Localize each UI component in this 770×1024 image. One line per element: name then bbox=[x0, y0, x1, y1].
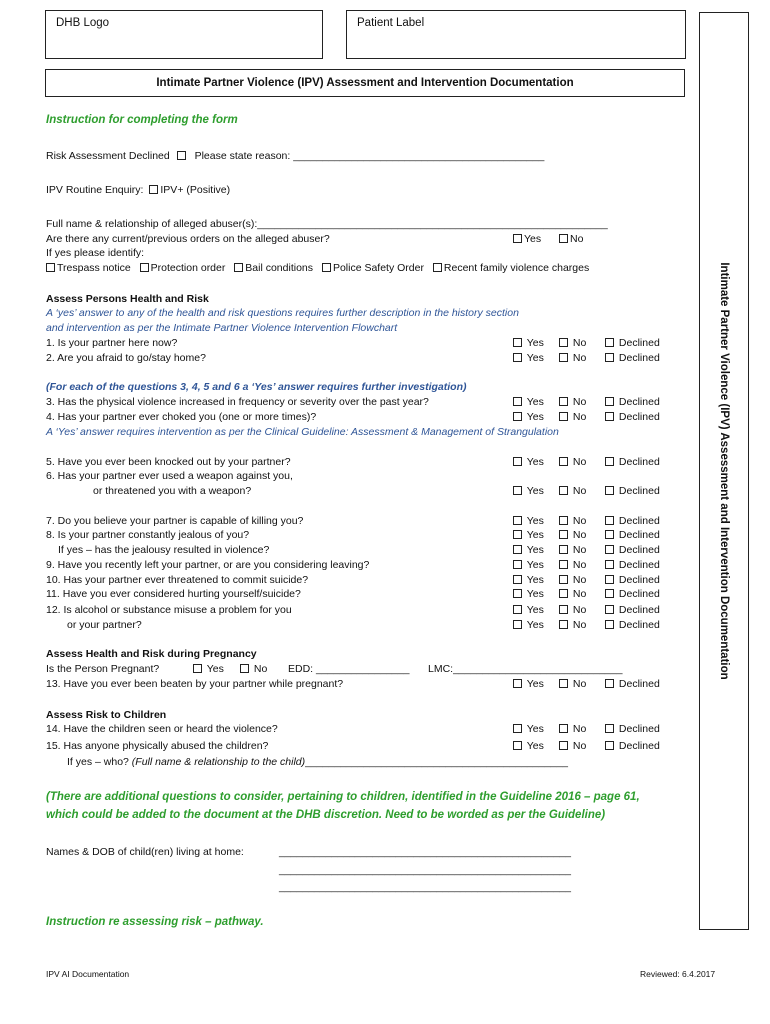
q9-yes-option[interactable] bbox=[513, 559, 544, 571]
q4-declined-option[interactable] bbox=[605, 411, 660, 423]
q5-yes-option[interactable] bbox=[513, 456, 544, 468]
q1-declined-option[interactable] bbox=[605, 337, 660, 349]
q10-no-option[interactable] bbox=[559, 574, 586, 586]
orders-no[interactable]: No bbox=[559, 233, 583, 245]
q9-no-checkbox[interactable] bbox=[559, 560, 568, 569]
pregnancy-heading: Assess Health and Risk during Pregnancy bbox=[46, 648, 257, 660]
q4-no-option[interactable] bbox=[559, 411, 586, 423]
q12a-no-option[interactable] bbox=[559, 604, 586, 616]
patient-label: Patient Label bbox=[357, 17, 425, 29]
declined-label: Declined bbox=[618, 352, 660, 364]
yes-label: Yes bbox=[526, 515, 544, 527]
declined-label: Declined bbox=[618, 588, 660, 600]
no-label: No bbox=[572, 411, 587, 423]
footer-right: Reviewed: 6.4.2017 bbox=[640, 969, 716, 979]
yes-label: Yes bbox=[526, 529, 544, 541]
question-2: 2. Are you afraid to go/stay home? bbox=[46, 352, 206, 364]
pregnant-label: Is the Person Pregnant? bbox=[46, 663, 160, 675]
q2-yes-option[interactable] bbox=[513, 352, 544, 364]
q2-yes-checkbox[interactable] bbox=[513, 353, 522, 362]
q15-yes-checkbox[interactable] bbox=[513, 741, 522, 750]
q6-declined-checkbox[interactable] bbox=[605, 486, 614, 495]
question-1: 1. Is your partner here now? bbox=[46, 337, 178, 349]
no-label: No bbox=[572, 352, 587, 364]
q6-yes-checkbox[interactable] bbox=[513, 486, 522, 495]
order-recent-charges[interactable]: Recent family violence charges bbox=[433, 262, 589, 274]
footer-left: IPV AI Documentation bbox=[46, 969, 130, 979]
health-note-2: and intervention as per the Intimate Partner Violence Intervention Flowchart bbox=[46, 322, 398, 334]
q14-yes-checkbox[interactable] bbox=[513, 724, 522, 733]
q12b-no-option[interactable] bbox=[559, 619, 586, 631]
q1-no-option[interactable] bbox=[559, 337, 586, 349]
q3-yes-option[interactable] bbox=[513, 396, 544, 408]
q5-no-option[interactable] bbox=[559, 456, 586, 468]
dhb-logo-label: DHB Logo bbox=[56, 17, 110, 29]
q5-no-checkbox[interactable] bbox=[559, 457, 568, 466]
q8-yes-option[interactable] bbox=[513, 529, 544, 541]
q10-no-checkbox[interactable] bbox=[559, 575, 568, 584]
q11-yes-checkbox[interactable] bbox=[513, 589, 522, 598]
no-label: No bbox=[572, 396, 587, 408]
yes-label: Yes bbox=[526, 352, 544, 364]
declined-label: Declined bbox=[618, 485, 660, 497]
no-label: No bbox=[572, 559, 587, 571]
yes-label: Yes bbox=[526, 604, 544, 616]
instruction-heading[interactable]: Instruction for completing the form bbox=[46, 114, 238, 126]
risk-declined-checkbox[interactable] bbox=[177, 151, 186, 160]
q7-declined-option[interactable] bbox=[605, 515, 660, 527]
q12a-no-checkbox[interactable] bbox=[559, 605, 568, 614]
lmc-field[interactable]: LMC:_____________________________ bbox=[428, 663, 623, 675]
children-who-row[interactable]: If yes – who? (Full name & relationship to the child)_____________________________________________ bbox=[67, 756, 568, 768]
yes-label: Yes bbox=[526, 456, 544, 468]
question-10: 10. Has your partner ever threatened to commit suicide? bbox=[46, 574, 309, 586]
q6-no-checkbox[interactable] bbox=[559, 486, 568, 495]
q9-no-option[interactable] bbox=[559, 559, 586, 571]
children-names-line-3[interactable]: __________________________________________________ bbox=[279, 881, 571, 893]
q12b-yes-checkbox[interactable] bbox=[513, 620, 522, 629]
question-7: 7. Do you believe your partner is capable of killing you? bbox=[46, 515, 304, 527]
q11-declined-option[interactable] bbox=[605, 588, 660, 600]
q9-declined-checkbox[interactable] bbox=[605, 560, 614, 569]
orders-yes-checkbox[interactable] bbox=[513, 234, 522, 243]
question-6a: 6. Has your partner ever used a weapon against you, bbox=[46, 470, 293, 482]
q8-no-checkbox[interactable] bbox=[559, 530, 568, 539]
q9-declined-option[interactable] bbox=[605, 559, 660, 571]
order-trespass[interactable]: Trespass notice bbox=[46, 262, 131, 274]
q6-declined-option[interactable] bbox=[605, 485, 660, 497]
question-8: 8. Is your partner constantly jealous of you? bbox=[46, 529, 250, 541]
q12b-yes-option[interactable] bbox=[513, 619, 544, 631]
no-label: No bbox=[572, 515, 587, 527]
declined-label: Declined bbox=[618, 574, 660, 586]
no-label: No bbox=[572, 544, 587, 556]
q3-declined-checkbox[interactable] bbox=[605, 397, 614, 406]
q4-no-checkbox[interactable] bbox=[559, 412, 568, 421]
further-investigation-note: (For each of the questions 3, 4, 5 and 6 a ‘Yes’ answer requires further investigation) bbox=[46, 381, 467, 393]
q7-yes-option[interactable] bbox=[513, 515, 544, 527]
children-names-label: Names & DOB of child(ren) living at home: bbox=[46, 846, 244, 858]
health-heading: Assess Persons Health and Risk bbox=[46, 293, 209, 305]
additional-note-1: (There are additional questions to consider, pertaining to children, identified in the Guideline 2016 – page 61, bbox=[46, 791, 640, 803]
no-label: No bbox=[572, 529, 587, 541]
ipv-positive-checkbox[interactable] bbox=[149, 185, 158, 194]
routine-enquiry-row bbox=[46, 184, 230, 196]
q14-no-checkbox[interactable] bbox=[559, 724, 568, 733]
children-names-line-1[interactable]: __________________________________________________ bbox=[279, 846, 571, 858]
q13-no-option[interactable] bbox=[559, 678, 586, 690]
q11-yes-option[interactable] bbox=[513, 588, 544, 600]
order-types-row bbox=[46, 262, 589, 274]
yes-label: Yes bbox=[526, 678, 544, 690]
declined-label: Declined bbox=[618, 619, 660, 631]
order-police-safety[interactable]: Police Safety Order bbox=[322, 262, 424, 274]
declined-label: Declined bbox=[618, 337, 660, 349]
question-11: 11. Have you ever considered hurting yourself/suicide? bbox=[46, 588, 301, 600]
q11-declined-checkbox[interactable] bbox=[605, 589, 614, 598]
q13-declined-checkbox[interactable] bbox=[605, 679, 614, 688]
patient-label-box bbox=[346, 10, 686, 59]
ipv-positive-label: IPV+ (Positive) bbox=[160, 184, 231, 196]
q12a-declined-option[interactable] bbox=[605, 604, 660, 616]
declined-label: Declined bbox=[618, 678, 660, 690]
q11-no-option[interactable] bbox=[559, 588, 586, 600]
side-title: Intimate Partner Violence (IPV) Assessment and Intervention Documentation bbox=[718, 262, 730, 680]
q5-declined-checkbox[interactable] bbox=[605, 457, 614, 466]
declined-label: Declined bbox=[618, 544, 660, 556]
q3-no-checkbox[interactable] bbox=[559, 397, 568, 406]
q8b-declined-option[interactable] bbox=[605, 544, 660, 556]
q8b-yes-option[interactable] bbox=[513, 544, 544, 556]
risk-declined-row bbox=[46, 150, 544, 162]
q12a-yes-option[interactable] bbox=[513, 604, 544, 616]
declined-label: Declined bbox=[618, 604, 660, 616]
declined-label: Declined bbox=[618, 559, 660, 571]
question-6b: or threatened you with a weapon? bbox=[93, 485, 252, 497]
declined-label: Declined bbox=[618, 411, 660, 423]
no-label: No bbox=[572, 619, 587, 631]
q7-no-option[interactable] bbox=[559, 515, 586, 527]
q12a-yes-checkbox[interactable] bbox=[513, 605, 522, 614]
yes-label: Yes bbox=[526, 574, 544, 586]
additional-note-2: which could be added to the document at the DHB discretion. Need to be worded as per the Guideline) bbox=[46, 809, 606, 821]
question-12b: or your partner? bbox=[67, 619, 142, 631]
orders-yes[interactable]: Yes bbox=[513, 233, 541, 245]
q8b-no-option[interactable] bbox=[559, 544, 586, 556]
q8-declined-checkbox[interactable] bbox=[605, 530, 614, 539]
yes-label: Yes bbox=[526, 740, 544, 752]
q14-declined-checkbox[interactable] bbox=[605, 724, 614, 733]
pathway-instruction[interactable]: Instruction re assessing risk – pathway. bbox=[46, 916, 264, 928]
q1-declined-checkbox[interactable] bbox=[605, 338, 614, 347]
yes-label: Yes bbox=[526, 396, 544, 408]
q13-declined-option[interactable] bbox=[605, 678, 660, 690]
yes-label: Yes bbox=[526, 588, 544, 600]
abuser-name-field[interactable]: Full name & relationship of alleged abuser(s):____________________________________________________________ bbox=[46, 218, 608, 230]
yes-label: Yes bbox=[526, 411, 544, 423]
risk-declined-reason[interactable]: Please state reason: ___________________________________________ bbox=[194, 150, 545, 162]
q8-yes-checkbox[interactable] bbox=[513, 530, 522, 539]
declined-label: Declined bbox=[618, 456, 660, 468]
declined-label: Declined bbox=[618, 723, 660, 735]
q2-no-checkbox[interactable] bbox=[559, 353, 568, 362]
declined-label: Declined bbox=[618, 740, 660, 752]
q2-declined-checkbox[interactable] bbox=[605, 353, 614, 362]
pregnant-yes[interactable]: Yes bbox=[193, 663, 224, 675]
question-3: 3. Has the physical violence increased in frequency or severity over the past year? bbox=[46, 396, 429, 408]
q4-yes-checkbox[interactable] bbox=[513, 412, 522, 421]
q7-yes-checkbox[interactable] bbox=[513, 516, 522, 525]
q4-declined-checkbox[interactable] bbox=[605, 412, 614, 421]
q1-yes-checkbox[interactable] bbox=[513, 338, 522, 347]
q3-declined-option[interactable] bbox=[605, 396, 660, 408]
q4-yes-option[interactable] bbox=[513, 411, 544, 423]
orders-no-checkbox[interactable] bbox=[559, 234, 568, 243]
no-label: No bbox=[572, 678, 587, 690]
q6-yes-option[interactable] bbox=[513, 485, 544, 497]
question-15: 15. Has anyone physically abused the children? bbox=[46, 740, 269, 752]
q5-yes-checkbox[interactable] bbox=[513, 457, 522, 466]
no-label: No bbox=[572, 574, 587, 586]
dhb-logo-box bbox=[45, 10, 323, 59]
q15-declined-option[interactable] bbox=[605, 740, 660, 752]
q7-no-checkbox[interactable] bbox=[559, 516, 568, 525]
q10-yes-option[interactable] bbox=[513, 574, 544, 586]
order-protection[interactable]: Protection order bbox=[140, 262, 226, 274]
q14-yes-option[interactable] bbox=[513, 723, 544, 735]
declined-label: Declined bbox=[618, 396, 660, 408]
q11-no-checkbox[interactable] bbox=[559, 589, 568, 598]
q14-declined-option[interactable] bbox=[605, 723, 660, 735]
q10-yes-checkbox[interactable] bbox=[513, 575, 522, 584]
q14-no-option[interactable] bbox=[559, 723, 586, 735]
q15-no-checkbox[interactable] bbox=[559, 741, 568, 750]
side-title-box bbox=[699, 12, 749, 930]
yes-label: Yes bbox=[526, 544, 544, 556]
q15-yes-option[interactable] bbox=[513, 740, 544, 752]
no-label: No bbox=[572, 588, 587, 600]
no-label: No bbox=[572, 723, 587, 735]
no-label: No bbox=[572, 604, 587, 616]
no-label: No bbox=[572, 740, 587, 752]
pregnant-no[interactable]: No bbox=[240, 663, 267, 675]
declined-label: Declined bbox=[618, 515, 660, 527]
routine-enquiry-label: IPV Routine Enquiry: bbox=[46, 184, 144, 196]
yes-label: Yes bbox=[526, 619, 544, 631]
edd-field[interactable]: EDD: ________________ bbox=[288, 663, 410, 675]
q12b-declined-checkbox[interactable] bbox=[605, 620, 614, 629]
q3-no-option[interactable] bbox=[559, 396, 586, 408]
no-label: No bbox=[572, 485, 587, 497]
q8b-yes-checkbox[interactable] bbox=[513, 545, 522, 554]
question-5: 5. Have you ever been knocked out by your partner? bbox=[46, 456, 291, 468]
yes-label: Yes bbox=[526, 485, 544, 497]
question-12a: 12. Is alcohol or substance misuse a problem for you bbox=[46, 604, 292, 616]
q15-no-option[interactable] bbox=[559, 740, 586, 752]
q3-yes-checkbox[interactable] bbox=[513, 397, 522, 406]
q2-no-option[interactable] bbox=[559, 352, 586, 364]
declined-label: Declined bbox=[618, 529, 660, 541]
question-8b: If yes – has the jealousy resulted in violence? bbox=[58, 544, 270, 556]
q10-declined-option[interactable] bbox=[605, 574, 660, 586]
q1-yes-option[interactable] bbox=[513, 337, 544, 349]
q1-no-checkbox[interactable] bbox=[559, 338, 568, 347]
q8b-no-checkbox[interactable] bbox=[559, 545, 568, 554]
q6-no-option[interactable] bbox=[559, 485, 586, 497]
risk-declined-label: Risk Assessment Declined bbox=[46, 150, 170, 162]
q12b-declined-option[interactable] bbox=[605, 619, 660, 631]
q7-declined-checkbox[interactable] bbox=[605, 516, 614, 525]
q8-declined-option[interactable] bbox=[605, 529, 660, 541]
no-label: No bbox=[572, 456, 587, 468]
form-title: Intimate Partner Violence (IPV) Assessment and Intervention Documentation bbox=[156, 77, 574, 89]
q2-declined-option[interactable] bbox=[605, 352, 660, 364]
q13-yes-checkbox[interactable] bbox=[513, 679, 522, 688]
q8-no-option[interactable] bbox=[559, 529, 586, 541]
children-heading: Assess Risk to Children bbox=[46, 709, 167, 721]
q5-declined-option[interactable] bbox=[605, 456, 660, 468]
q13-yes-option[interactable] bbox=[513, 678, 544, 690]
q8b-declined-checkbox[interactable] bbox=[605, 545, 614, 554]
form-title-box bbox=[45, 69, 685, 97]
yes-label: Yes bbox=[526, 723, 544, 735]
health-note-1: A ‘yes’ answer to any of the health and risk questions requires further description in the history section bbox=[46, 307, 519, 319]
question-4: 4. Has your partner ever choked you (one or more times)? bbox=[46, 411, 317, 423]
children-names-line-2[interactable]: __________________________________________________ bbox=[279, 864, 571, 876]
identify-label: If yes please identify: bbox=[46, 247, 145, 259]
q10-declined-checkbox[interactable] bbox=[605, 575, 614, 584]
q9-yes-checkbox[interactable] bbox=[513, 560, 522, 569]
yes-label: Yes bbox=[526, 337, 544, 349]
orders-question: Are there any current/previous orders on the alleged abuser? bbox=[46, 233, 330, 245]
pregnant-yes-checkbox[interactable] bbox=[193, 664, 202, 673]
q15-declined-checkbox[interactable] bbox=[605, 741, 614, 750]
yes-label: Yes bbox=[526, 559, 544, 571]
question-13: 13. Have you ever been beaten by your partner while pregnant? bbox=[46, 678, 344, 690]
order-bail[interactable]: Bail conditions bbox=[234, 262, 313, 274]
no-label: No bbox=[572, 337, 587, 349]
question-14: 14. Have the children seen or heard the violence? bbox=[46, 723, 278, 735]
pregnant-no-checkbox[interactable] bbox=[240, 664, 249, 673]
question-9: 9. Have you recently left your partner, or are you considering leaving? bbox=[46, 559, 370, 571]
q13-no-checkbox[interactable] bbox=[559, 679, 568, 688]
q12a-declined-checkbox[interactable] bbox=[605, 605, 614, 614]
strangulation-note: A ‘Yes’ answer requires intervention as per the Clinical Guideline: Assessment & Management of Strangulation bbox=[46, 426, 559, 438]
q12b-no-checkbox[interactable] bbox=[559, 620, 568, 629]
